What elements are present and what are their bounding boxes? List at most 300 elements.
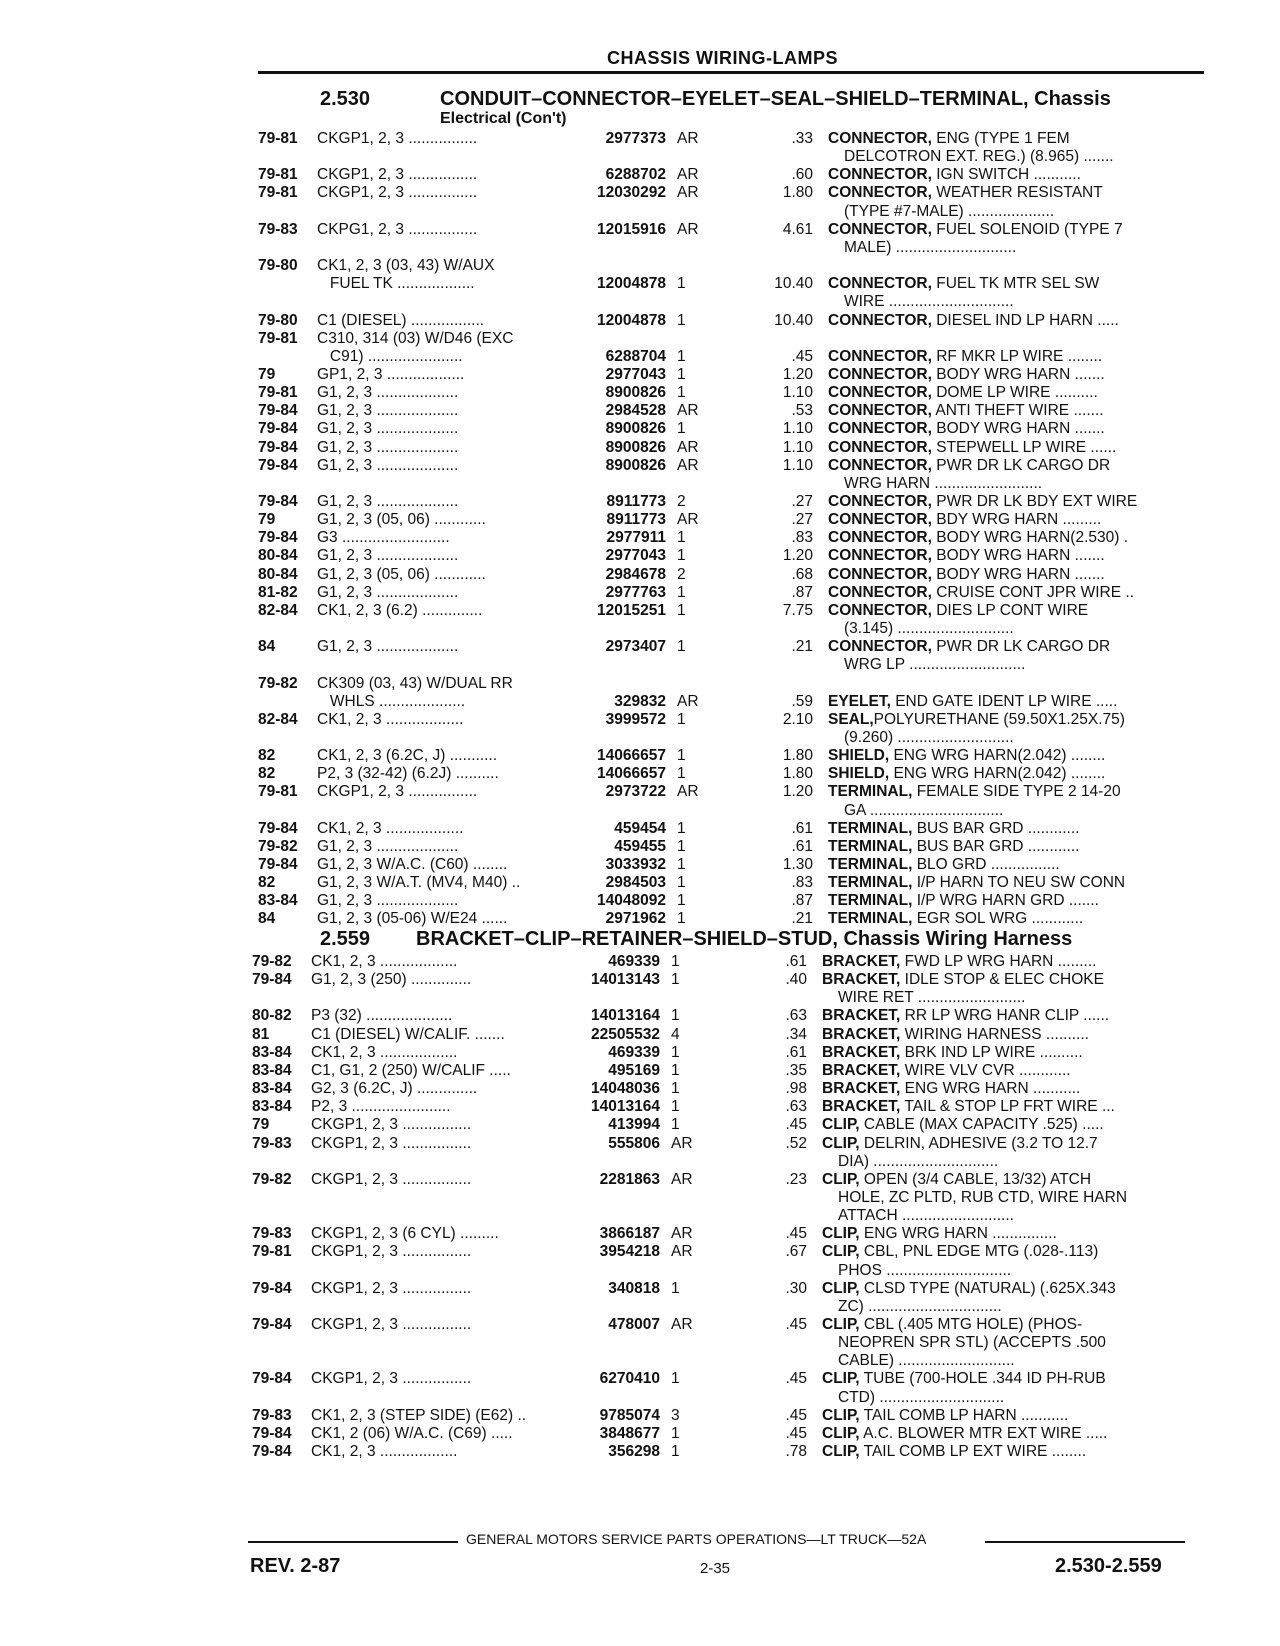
parts-row xyxy=(258,420,1198,438)
application: CKGP1, 2, 3 ................ xyxy=(317,184,478,202)
description-text: ENG WRG HARN ............... xyxy=(859,1225,1057,1243)
price: 1.80 xyxy=(782,765,813,783)
model-year: 79-84 xyxy=(252,1316,292,1333)
description-noun: CONNECTOR, xyxy=(828,529,932,547)
description-continued: HOLE, ZC PLTD, RUB CTD, WIRE HARN xyxy=(838,1188,1128,1206)
description-text: I/P WRG HARN GRD ....... xyxy=(912,892,1099,910)
description-noun: SHIELD, xyxy=(828,765,890,783)
application: C1 (DIESEL) ................. xyxy=(317,311,485,329)
model-year: 79-82 xyxy=(252,953,292,970)
price: .27 xyxy=(791,493,813,510)
parts-row xyxy=(252,1098,1192,1116)
footer-page-number: 2-35 xyxy=(700,1560,731,1577)
model-year: 82-84 xyxy=(258,710,298,728)
description-text: BODY WRG HARN ....... xyxy=(931,420,1105,438)
description-noun: CONNECTOR, xyxy=(828,511,932,529)
application: CKGP1, 2, 3 ................ xyxy=(317,130,478,147)
quantity: AR xyxy=(677,783,699,801)
description xyxy=(828,529,1188,548)
price: .45 xyxy=(785,1424,807,1442)
price: 1.20 xyxy=(782,365,813,383)
description-text: ANTI THEFT WIRE ....... xyxy=(931,402,1104,420)
parts-row xyxy=(258,384,1198,402)
description-continued: MALE) ............................ xyxy=(844,238,1017,256)
part-number: 9785074 xyxy=(599,1406,660,1424)
description-text: PWR DR LK BDY EXT WIRE xyxy=(931,493,1138,510)
part-number: 340818 xyxy=(608,1279,660,1297)
quantity: 1 xyxy=(677,311,686,329)
description-noun: BRACKET, xyxy=(822,971,901,989)
parts-row xyxy=(258,584,1198,602)
model-year: 79-84 xyxy=(252,971,292,989)
part-number: 8900826 xyxy=(605,420,666,438)
part-number: 3848677 xyxy=(599,1424,660,1442)
part-number: 3999572 xyxy=(605,710,666,728)
parts-row xyxy=(258,529,1198,547)
model-year: 83-84 xyxy=(252,1061,292,1079)
description-noun: CONNECTOR, xyxy=(828,438,932,456)
quantity: AR xyxy=(677,184,699,202)
model-year: 79-84 xyxy=(258,493,298,510)
description xyxy=(822,1280,1182,1299)
description-noun: BRACKET, xyxy=(822,1061,901,1079)
description xyxy=(822,1225,1182,1244)
part-number: 8900826 xyxy=(605,384,666,402)
price: .67 xyxy=(785,1243,807,1261)
part-number: 8911773 xyxy=(606,511,666,529)
description-noun: CLIP, xyxy=(822,1424,860,1442)
description-noun: CONNECTOR, xyxy=(828,420,932,438)
application: G3 ......................... xyxy=(317,529,450,547)
price: 1.10 xyxy=(782,420,813,438)
description-noun: CONNECTOR, xyxy=(828,166,932,184)
description-text: WIRING HARNESS .......... xyxy=(900,1025,1089,1043)
parts-row xyxy=(258,711,1198,747)
parts-row xyxy=(258,874,1198,892)
application: C1, G1, 2 (250) W/CALIF ..... xyxy=(311,1061,511,1079)
description xyxy=(822,1116,1182,1135)
description xyxy=(822,953,1182,972)
description-noun: CONNECTOR, xyxy=(828,347,932,365)
part-number: 12004878 xyxy=(597,275,666,293)
description-noun: CONNECTOR, xyxy=(828,365,932,383)
section-number: 2.559 xyxy=(320,928,371,950)
description-noun: CLIP, xyxy=(822,1370,860,1388)
part-number: 2977911 xyxy=(606,529,666,547)
quantity: 1 xyxy=(677,819,686,837)
quantity: 1 xyxy=(671,1098,680,1116)
description xyxy=(828,638,1188,657)
description-noun: CLIP, xyxy=(822,1279,860,1297)
description-noun: TERMINAL, xyxy=(828,874,913,892)
description-text: PWR DR LK CARGO DR xyxy=(931,638,1111,656)
quantity: AR xyxy=(677,511,699,529)
quantity: 1 xyxy=(677,583,686,601)
description-noun: TERMINAL, xyxy=(828,910,913,928)
description xyxy=(828,166,1188,185)
description xyxy=(828,184,1188,203)
price: .61 xyxy=(785,1043,807,1061)
quantity: 4 xyxy=(671,1025,680,1043)
price: .45 xyxy=(785,1116,807,1134)
parts-row xyxy=(258,257,1198,275)
application: CK1, 2, 3 .................. xyxy=(317,819,464,837)
application: CKGP1, 2, 3 ................ xyxy=(317,166,478,184)
part-number: 555806 xyxy=(608,1134,660,1152)
parts-row xyxy=(258,892,1198,910)
description-noun: CONNECTOR, xyxy=(828,402,932,420)
application: CKGP1, 2, 3 ................ xyxy=(311,1370,472,1388)
description xyxy=(828,838,1188,857)
parts-row xyxy=(252,1171,1192,1225)
part-number: 6270410 xyxy=(599,1370,660,1388)
application: G1, 2, 3 ................... xyxy=(317,384,459,402)
quantity: 1 xyxy=(677,365,686,383)
price: .59 xyxy=(791,692,813,710)
model-year: 79-82 xyxy=(252,1170,292,1188)
description xyxy=(828,384,1188,403)
quantity: 1 xyxy=(677,747,686,765)
footer-revision: REV. 2-87 xyxy=(250,1555,341,1577)
price: .23 xyxy=(785,1170,807,1188)
part-number: 495169 xyxy=(608,1061,660,1079)
quantity: AR xyxy=(671,1316,693,1333)
application: P2, 3 ....................... xyxy=(311,1098,451,1116)
description-continued: ZC) ............................... xyxy=(838,1297,1002,1315)
parts-row xyxy=(258,566,1198,584)
description-text: BODY WRG HARN(2.530) . xyxy=(931,529,1129,547)
section-title: BRACKET–CLIP–RETAINER–SHIELD–STUD, Chassis Wiring Harness xyxy=(416,928,1073,950)
model-year: 79-84 xyxy=(252,1370,292,1388)
part-number: 12030292 xyxy=(597,184,666,202)
description-continued: DELCOTRON EXT. REG.) (8.965) ....... xyxy=(844,148,1114,166)
footer-publisher: GENERAL MOTORS SERVICE PARTS OPERATIONS—LT TRUCK—52A xyxy=(466,1531,927,1547)
description-noun: SEAL, xyxy=(828,710,874,728)
part-number: 14048092 xyxy=(597,892,666,910)
price: .68 xyxy=(791,565,813,583)
parts-row xyxy=(258,602,1198,638)
description-text: RR LP WRG HANR CLIP ...... xyxy=(900,1007,1110,1025)
quantity: 1 xyxy=(671,1007,680,1025)
description-noun: BRACKET, xyxy=(822,1080,901,1098)
description xyxy=(828,402,1188,421)
price: .98 xyxy=(785,1080,807,1098)
price: .45 xyxy=(785,1316,807,1333)
quantity: 1 xyxy=(677,910,686,928)
parts-row xyxy=(252,1080,1192,1098)
price: .52 xyxy=(785,1134,807,1152)
description-noun: CLIP, xyxy=(822,1316,860,1333)
description-text: DIES LP CONT WIRE xyxy=(931,601,1089,619)
description xyxy=(822,1425,1182,1444)
price: 1.30 xyxy=(782,856,813,873)
description-noun: BRACKET, xyxy=(822,1043,901,1061)
price: .60 xyxy=(791,166,813,184)
parts-row xyxy=(258,366,1198,384)
application: G2, 3 (6.2C, J) .............. xyxy=(311,1080,478,1098)
description-noun: BRACKET, xyxy=(822,1098,901,1116)
application: CKGP1, 2, 3 ................ xyxy=(311,1316,472,1333)
description-text: FWD LP WRG HARN ......... xyxy=(900,953,1097,970)
description-text: END GATE IDENT LP WIRE ..... xyxy=(890,692,1118,710)
parts-row xyxy=(252,1425,1192,1443)
application: C1 (DIESEL) W/CALIF. ....... xyxy=(311,1025,505,1043)
model-year: 79-81 xyxy=(252,1243,292,1261)
application: CKGP1, 2, 3 ................ xyxy=(311,1170,472,1188)
parts-row xyxy=(252,1026,1192,1044)
footer-rule-right xyxy=(985,1541,1185,1543)
description-continued: (9.260) ........................... xyxy=(844,728,1014,746)
part-number: 2977763 xyxy=(605,583,666,601)
application: G1, 2, 3 ................... xyxy=(317,402,459,420)
parts-row xyxy=(258,166,1198,184)
description-text: BLO GRD ................ xyxy=(912,856,1060,873)
parts-row xyxy=(258,747,1198,765)
part-number: 2984503 xyxy=(605,874,666,892)
part-number: 469339 xyxy=(608,1043,660,1061)
description xyxy=(828,856,1188,875)
model-year: 79-84 xyxy=(252,1279,292,1297)
parts-row xyxy=(252,1243,1192,1279)
application: G1, 2, 3 ................... xyxy=(317,493,459,510)
description-text: ENG (TYPE 1 FEM xyxy=(931,130,1070,147)
model-year: 83-84 xyxy=(258,892,298,910)
application: G1, 2, 3 ................... xyxy=(317,547,459,565)
description-continued: (3.145) ........................... xyxy=(844,620,1014,638)
part-number: 14013164 xyxy=(591,1007,660,1025)
model-year: 81 xyxy=(252,1025,270,1043)
price: .27 xyxy=(791,511,813,529)
part-number: 459454 xyxy=(614,819,666,837)
part-number: 12015251 xyxy=(597,601,666,619)
quantity: 1 xyxy=(671,1116,680,1134)
part-number: 6288704 xyxy=(605,347,666,365)
price: .53 xyxy=(791,402,813,420)
parts-row xyxy=(258,184,1198,220)
description xyxy=(822,1407,1182,1426)
description-text: RF MKR LP WIRE ........ xyxy=(931,347,1103,365)
quantity: 1 xyxy=(677,275,686,293)
description-continued: CABLE) ........................... xyxy=(838,1352,1015,1370)
parts-row xyxy=(252,1135,1192,1171)
description-text: OPEN (3/4 CABLE, 13/32) ATCH xyxy=(859,1170,1092,1188)
price: .34 xyxy=(785,1025,807,1043)
description-continued: CTD) ............................. xyxy=(838,1388,1005,1406)
quantity: 1 xyxy=(671,1443,680,1461)
application: CK1, 2, 3 .................. xyxy=(311,1043,458,1061)
parts-row xyxy=(258,838,1198,856)
description-continued: GA ............................... xyxy=(844,801,1004,819)
quantity: 1 xyxy=(671,1370,680,1388)
application: G1, 2, 3 ................... xyxy=(317,456,459,474)
price: .78 xyxy=(785,1443,807,1461)
description-noun: CONNECTOR, xyxy=(828,384,932,402)
price: .63 xyxy=(785,1098,807,1116)
parts-row xyxy=(258,765,1198,783)
description-noun: CONNECTOR, xyxy=(828,220,932,238)
description-noun: TERMINAL, xyxy=(828,892,913,910)
description-text: EGR SOL WRG ............ xyxy=(912,910,1084,928)
description-continued: ATTACH .......................... xyxy=(838,1207,1014,1225)
application: G1, 2, 3 W/A.T. (MV4, M40) .. xyxy=(317,874,521,892)
part-number: 356298 xyxy=(608,1443,660,1461)
parts-row xyxy=(258,457,1198,493)
model-year: 79-84 xyxy=(258,438,298,456)
description-noun: TERMINAL, xyxy=(828,856,913,873)
model-year: 79-81 xyxy=(258,130,298,147)
description xyxy=(822,1370,1182,1389)
description xyxy=(828,366,1188,385)
parts-row xyxy=(258,439,1198,457)
quantity: 1 xyxy=(671,1279,680,1297)
application: P2, 3 (32-42) (6.2J) .......... xyxy=(317,765,499,783)
quantity: 1 xyxy=(677,710,686,728)
model-year: 79-80 xyxy=(258,311,298,329)
description-text: STEPWELL LP WIRE ...... xyxy=(931,438,1117,456)
description xyxy=(828,747,1188,766)
description-text: WIRE VLV CVR ............ xyxy=(900,1061,1071,1079)
quantity: 1 xyxy=(671,1043,680,1061)
price: 1.10 xyxy=(782,456,813,474)
model-year: 79-84 xyxy=(258,819,298,837)
application: GP1, 2, 3 .................. xyxy=(317,365,465,383)
description-continued: DIA) ............................. xyxy=(838,1152,999,1170)
description xyxy=(822,1171,1182,1190)
model-year: 79-81 xyxy=(258,783,298,801)
description xyxy=(828,275,1188,294)
model-year: 82 xyxy=(258,747,276,765)
parts-row xyxy=(258,638,1198,674)
part-number: 12004878 xyxy=(597,311,666,329)
description-noun: CLIP, xyxy=(822,1243,860,1261)
model-year: 81-82 xyxy=(258,583,298,601)
application: G1, 2, 3 (05-06) W/E24 ...... xyxy=(317,910,508,928)
description xyxy=(828,493,1188,512)
description-continued: NEOPREN SPR STL) (ACCEPTS .500 xyxy=(838,1334,1106,1352)
price: 1.20 xyxy=(782,783,813,801)
description-noun: CONNECTOR, xyxy=(828,583,932,601)
quantity: 1 xyxy=(677,892,686,910)
quantity: 1 xyxy=(677,529,686,547)
description-text: BODY WRG HARN ....... xyxy=(931,365,1105,383)
section-title: CONDUIT–CONNECTOR–EYELET–SEAL–SHIELD–TERMINAL, Chassis xyxy=(440,88,1111,110)
part-number: 2281863 xyxy=(599,1170,660,1188)
part-number: 14013143 xyxy=(591,971,660,989)
description-text: ENG WRG HARN(2.042) ........ xyxy=(889,765,1106,783)
quantity: 1 xyxy=(671,1424,680,1442)
price: .30 xyxy=(785,1279,807,1297)
footer-section-range: 2.530-2.559 xyxy=(1055,1555,1162,1577)
parts-row xyxy=(258,693,1198,711)
quantity: 1 xyxy=(677,420,686,438)
description-text: FUEL SOLENOID (TYPE 7 xyxy=(931,220,1123,238)
description-continued: WIRE RET ......................... xyxy=(838,989,1026,1007)
model-year: 80-84 xyxy=(258,565,298,583)
part-number: 14048036 xyxy=(591,1080,660,1098)
model-year: 84 xyxy=(258,910,276,928)
description-noun: CLIP, xyxy=(822,1443,860,1461)
part-number: 6288702 xyxy=(605,166,666,184)
description-text: DOME LP WIRE .......... xyxy=(931,384,1098,402)
application: CK1, 2, 3 (6.2) .............. xyxy=(317,601,483,619)
application: CK1, 2, 3 (STEP SIDE) (E62) .. xyxy=(311,1406,527,1424)
model-year: 82 xyxy=(258,874,276,892)
description-text: DIESEL IND LP HARN ..... xyxy=(931,311,1119,329)
description-noun: CLIP, xyxy=(822,1225,860,1243)
part-number: 2977043 xyxy=(605,365,666,383)
description-text: WEATHER RESISTANT xyxy=(931,184,1103,202)
price: 1.80 xyxy=(782,747,813,765)
price: .40 xyxy=(785,971,807,989)
parts-row xyxy=(258,910,1198,928)
part-number: 2984678 xyxy=(605,565,666,583)
application: CK1, 2, 3 .................. xyxy=(317,710,464,728)
quantity: AR xyxy=(677,402,699,420)
description-text: POLYURETHANE (59.50X1.25X.75) xyxy=(873,710,1125,728)
model-year: 83-84 xyxy=(252,1043,292,1061)
parts-row xyxy=(252,1443,1192,1461)
quantity: AR xyxy=(677,456,699,474)
application: CKGP1, 2, 3 ................ xyxy=(311,1279,472,1297)
description-text: FEMALE SIDE TYPE 2 14-20 xyxy=(912,783,1121,801)
description-text: BUS BAR GRD ............ xyxy=(912,819,1080,837)
description-text: CBL (.405 MTG HOLE) (PHOS- xyxy=(859,1316,1083,1333)
description-noun: BRACKET, xyxy=(822,1025,901,1043)
description-text: IDLE STOP & ELEC CHOKE xyxy=(900,971,1104,989)
part-number: 3866187 xyxy=(599,1225,660,1243)
parts-row xyxy=(252,1407,1192,1425)
model-year: 79-84 xyxy=(258,456,298,474)
description xyxy=(828,765,1188,784)
part-number: 12015916 xyxy=(597,220,666,238)
price: .35 xyxy=(785,1061,807,1079)
parts-row xyxy=(258,783,1198,819)
quantity: AR xyxy=(671,1225,693,1243)
quantity: 1 xyxy=(671,971,680,989)
model-year: 79-83 xyxy=(252,1134,292,1152)
parts-row xyxy=(252,1044,1192,1062)
application: CK1, 2, 3 .................. xyxy=(311,1443,458,1461)
description-text: CLSD TYPE (NATURAL) (.625X.343 xyxy=(859,1279,1116,1297)
price: .83 xyxy=(791,874,813,892)
description xyxy=(822,1026,1182,1045)
parts-row xyxy=(258,493,1198,511)
application: C91) ...................... xyxy=(317,347,463,365)
model-year: 80-84 xyxy=(258,547,298,565)
application: CKGP1, 2, 3 ................ xyxy=(311,1116,472,1134)
description-noun: CONNECTOR, xyxy=(828,565,932,583)
price: 10.40 xyxy=(774,275,813,293)
price: 4.61 xyxy=(782,220,813,238)
description-noun: CLIP, xyxy=(822,1116,860,1134)
model-year: 79-82 xyxy=(258,674,298,692)
model-year: 83-84 xyxy=(252,1080,292,1098)
quantity: 2 xyxy=(677,493,686,510)
description xyxy=(822,971,1182,990)
description xyxy=(822,1443,1182,1462)
price: .83 xyxy=(791,529,813,547)
quantity: 2 xyxy=(677,565,686,583)
description-noun: TERMINAL, xyxy=(828,783,913,801)
part-number: 8900826 xyxy=(605,456,666,474)
description-text: BRK IND LP WIRE .......... xyxy=(900,1043,1083,1061)
description xyxy=(828,910,1188,929)
price: 1.10 xyxy=(782,384,813,402)
application: CK1, 2, 3 (03, 43) W/AUX xyxy=(317,257,495,275)
parts-row xyxy=(258,221,1198,257)
model-year: 79-84 xyxy=(258,529,298,547)
quantity: 1 xyxy=(677,638,686,656)
